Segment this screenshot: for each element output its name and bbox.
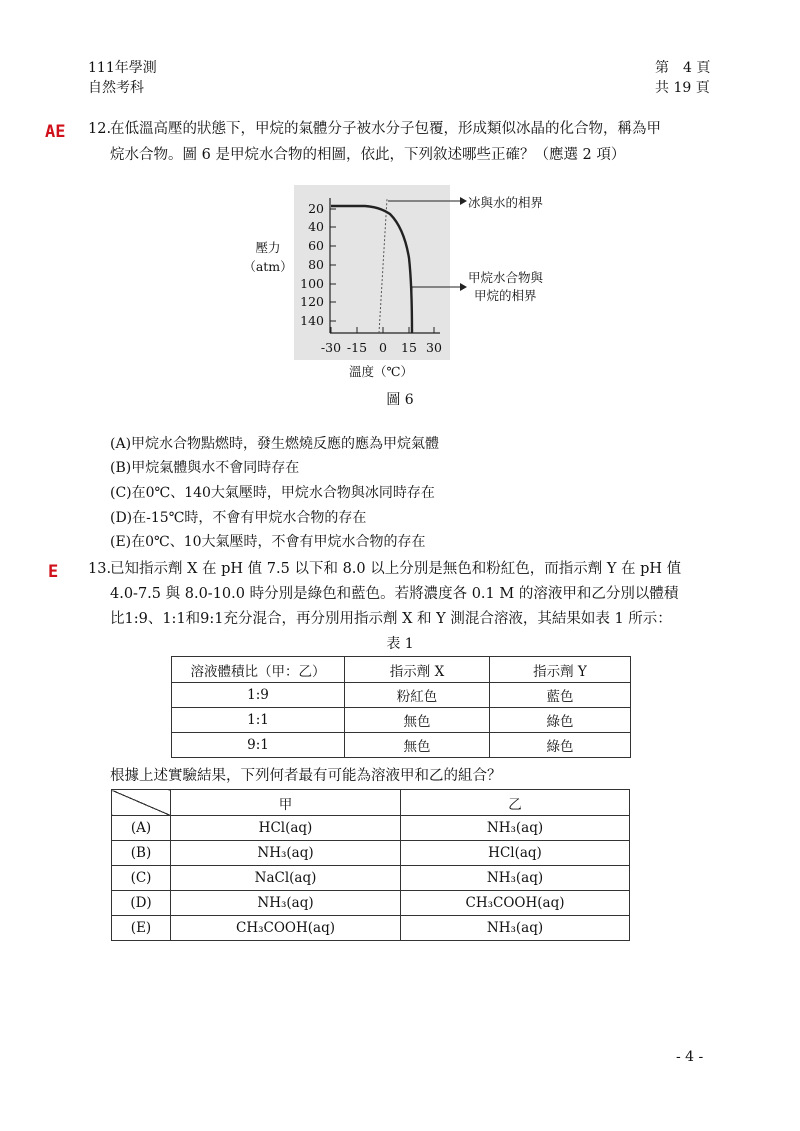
choice-solution-b: HCl(aq) xyxy=(401,841,630,866)
table-cell: 1:1 xyxy=(172,708,345,733)
page-number-label: 第 4 頁 xyxy=(655,60,711,76)
figure-caption: 圖 6 xyxy=(386,392,414,408)
total-pages-label: 共 19 頁 xyxy=(655,80,710,96)
choices-header-row xyxy=(112,790,630,816)
question-13-line-1: 已知指示劑 X 在 pH 值 7.5 以下和 8.0 以上分別是無色和粉紅色，而指示劑 Y 在 pH 值 xyxy=(110,561,682,577)
answer-mark-q12: AE xyxy=(45,122,66,142)
question-13-line-3: 比1:9、1:1和9:1充分混合，再分別用指示劑 X 和 Y 測混合溶液，其結果如表 1 所示： xyxy=(110,611,672,627)
choice-label: (A) xyxy=(112,816,171,841)
x-tick-label: 15 xyxy=(401,340,417,355)
table-cell: 1:9 xyxy=(172,683,345,708)
choice-solution-a: NH₃(aq) xyxy=(171,891,401,916)
y-tick-label: 140 xyxy=(300,313,324,328)
x-tick-label: 0 xyxy=(379,340,387,355)
table-1-header-row xyxy=(172,657,631,683)
question-number-13: 13. xyxy=(88,561,112,577)
question-13-line-2: 4.0-7.5 與 8.0-10.0 時分別是綠色和藍色。若將濃度各 0.1 M 的溶液甲和乙分別以體積 xyxy=(110,586,679,602)
choices-table xyxy=(111,789,630,941)
hydrate-methane-boundary xyxy=(331,206,412,333)
choice-solution-b: NH₃(aq) xyxy=(401,916,630,941)
choice-row xyxy=(112,866,630,891)
table-cell: 無色 xyxy=(345,708,490,733)
table-1-header-cell: 指示劑 X xyxy=(345,657,490,683)
question-12-line-2: 烷水合物。圖 6 是甲烷水合物的相圖，依此，下列敘述哪些正確？（應選 2 項） xyxy=(110,147,626,163)
x-axis-ticks xyxy=(331,327,434,333)
hydrate-annotation-line-1: 甲烷水合物與 xyxy=(468,270,544,285)
x-axis-label: 溫度（℃） xyxy=(349,364,413,379)
diagonal-corner-cell xyxy=(112,790,171,816)
y-tick-label: 120 xyxy=(300,294,324,309)
exam-title: 111年學測 xyxy=(88,60,157,76)
choice-row xyxy=(112,841,630,866)
table-cell: 綠色 xyxy=(490,733,631,758)
choice-solution-a: NH₃(aq) xyxy=(171,841,401,866)
option-e: (E)在0℃、10大氣壓時，不會有甲烷水合物的存在 xyxy=(110,534,426,550)
choice-solution-a: CH₃COOH(aq) xyxy=(171,916,401,941)
option-a: (A)甲烷水合物點燃時，發生燃燒反應的應為甲烷氣體 xyxy=(110,436,440,452)
y-tick-label: 60 xyxy=(308,238,324,253)
choice-label: (D) xyxy=(112,891,171,916)
answer-mark-q13: E xyxy=(48,562,59,582)
y-axis-ticks xyxy=(330,209,336,321)
ice-water-arrowhead xyxy=(460,197,467,205)
choice-solution-b: CH₃COOH(aq) xyxy=(401,891,630,916)
option-d: (D)在-15℃時，不會有甲烷水合物的存在 xyxy=(110,510,367,526)
choice-label: (B) xyxy=(112,841,171,866)
x-tick-label: -30 xyxy=(320,340,342,355)
table-1 xyxy=(171,656,631,758)
choices-header-cell: 乙 xyxy=(401,790,630,816)
hydrate-arrow xyxy=(412,287,460,300)
choice-row xyxy=(112,816,630,841)
x-tick-label: -15 xyxy=(346,340,368,355)
choice-solution-b: NH₃(aq) xyxy=(401,866,630,891)
table-cell: 無色 xyxy=(345,733,490,758)
x-tick-label: 30 xyxy=(426,340,442,355)
choice-solution-a: NaCl(aq) xyxy=(171,866,401,891)
hydrate-arrowhead xyxy=(460,283,467,291)
ice-water-boundary xyxy=(379,199,387,333)
option-b: (B)甲烷氣體與水不會同時存在 xyxy=(110,460,300,476)
table-cell: 9:1 xyxy=(172,733,345,758)
question-number-12: 12. xyxy=(88,121,112,137)
table-row xyxy=(172,708,631,733)
table-row xyxy=(172,683,631,708)
phase-diagram xyxy=(0,0,800,420)
y-axis-label: 壓力 xyxy=(255,240,281,255)
question-13-prompt: 根據上述實驗結果，下列何者最有可能為溶液甲和乙的組合？ xyxy=(110,768,502,784)
table-cell: 藍色 xyxy=(490,683,631,708)
y-tick-label: 20 xyxy=(308,201,324,216)
option-c: (C)在0℃、140大氣壓時，甲烷水合物與冰同時存在 xyxy=(110,485,435,501)
table-1-caption: 表 1 xyxy=(386,636,414,652)
footer-page-number: - 4 - xyxy=(676,1049,704,1065)
choice-row xyxy=(112,891,630,916)
choice-label: (C) xyxy=(112,866,171,891)
table-row xyxy=(172,733,631,758)
choice-label: (E) xyxy=(112,916,171,941)
ice-water-annotation: 冰與水的相界 xyxy=(468,195,544,210)
y-axis-unit-label: （atm） xyxy=(243,259,293,274)
choices-header-cell: 甲 xyxy=(171,790,401,816)
y-tick-label: 80 xyxy=(308,257,324,272)
choice-solution-a: HCl(aq) xyxy=(171,816,401,841)
choice-row xyxy=(112,916,630,941)
subject-title: 自然考科 xyxy=(88,80,144,96)
table-1-header-cell: 溶液體積比（甲：乙） xyxy=(172,657,345,683)
hydrate-annotation-line-2: 甲烷的相界 xyxy=(474,288,537,303)
table-cell: 粉紅色 xyxy=(345,683,490,708)
choice-solution-b: NH₃(aq) xyxy=(401,816,630,841)
y-tick-label: 100 xyxy=(300,276,324,291)
table-1-header-cell: 指示劑 Y xyxy=(490,657,631,683)
y-tick-label: 40 xyxy=(308,219,324,234)
question-12-line-1: 在低溫高壓的狀態下，甲烷的氣體分子被水分子包覆，形成類似冰晶的化合物，稱為甲 xyxy=(110,121,661,137)
table-cell: 綠色 xyxy=(490,708,631,733)
